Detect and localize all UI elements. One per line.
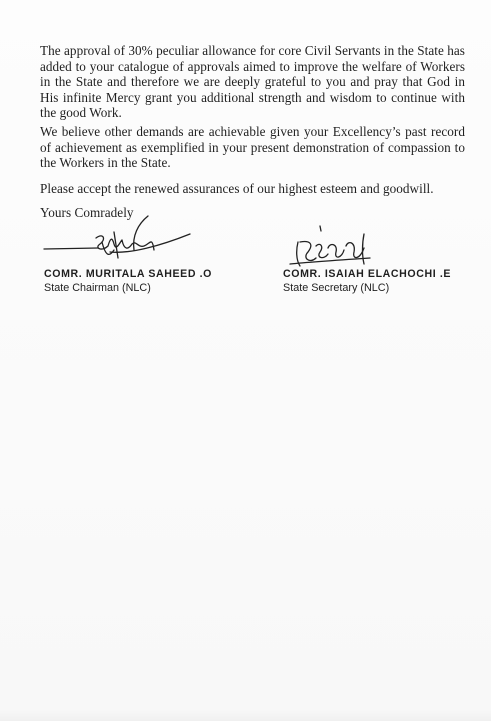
page-bottom-edge bbox=[0, 709, 491, 721]
secretary-signature-block bbox=[283, 267, 451, 295]
secretary-title: State Secretary (NLC) bbox=[283, 282, 390, 294]
chairman-name: COMR. MURITALA SAHEED .O bbox=[44, 268, 213, 280]
paragraph-assurances: Please accept the renewed assurances of our highest esteem and goodwill. bbox=[40, 181, 434, 196]
chairman-signature-block bbox=[44, 267, 212, 295]
paragraph-approval: The approval of 30% peculiar allowance for core Civil Servants in the State has added to your catalogue of approvals aimed to improve the welfare of Workers in the State and therefore we are deeply grateful to you and pray that God in His infinite Mercy grant you additional strength and wisdom to continue with the good Work. bbox=[40, 43, 465, 121]
secretary-name: COMR. ISAIAH ELACHOCHI .E bbox=[283, 268, 452, 280]
paragraph-demands: We believe other demands are achievable given your Excellency’s past record of achievement as exemplified in your present demonstration of compassion to the Workers in the State. bbox=[40, 124, 465, 171]
chairman-title: State Chairman (NLC) bbox=[44, 282, 151, 294]
closing-salutation: Yours Comradely bbox=[40, 205, 134, 220]
